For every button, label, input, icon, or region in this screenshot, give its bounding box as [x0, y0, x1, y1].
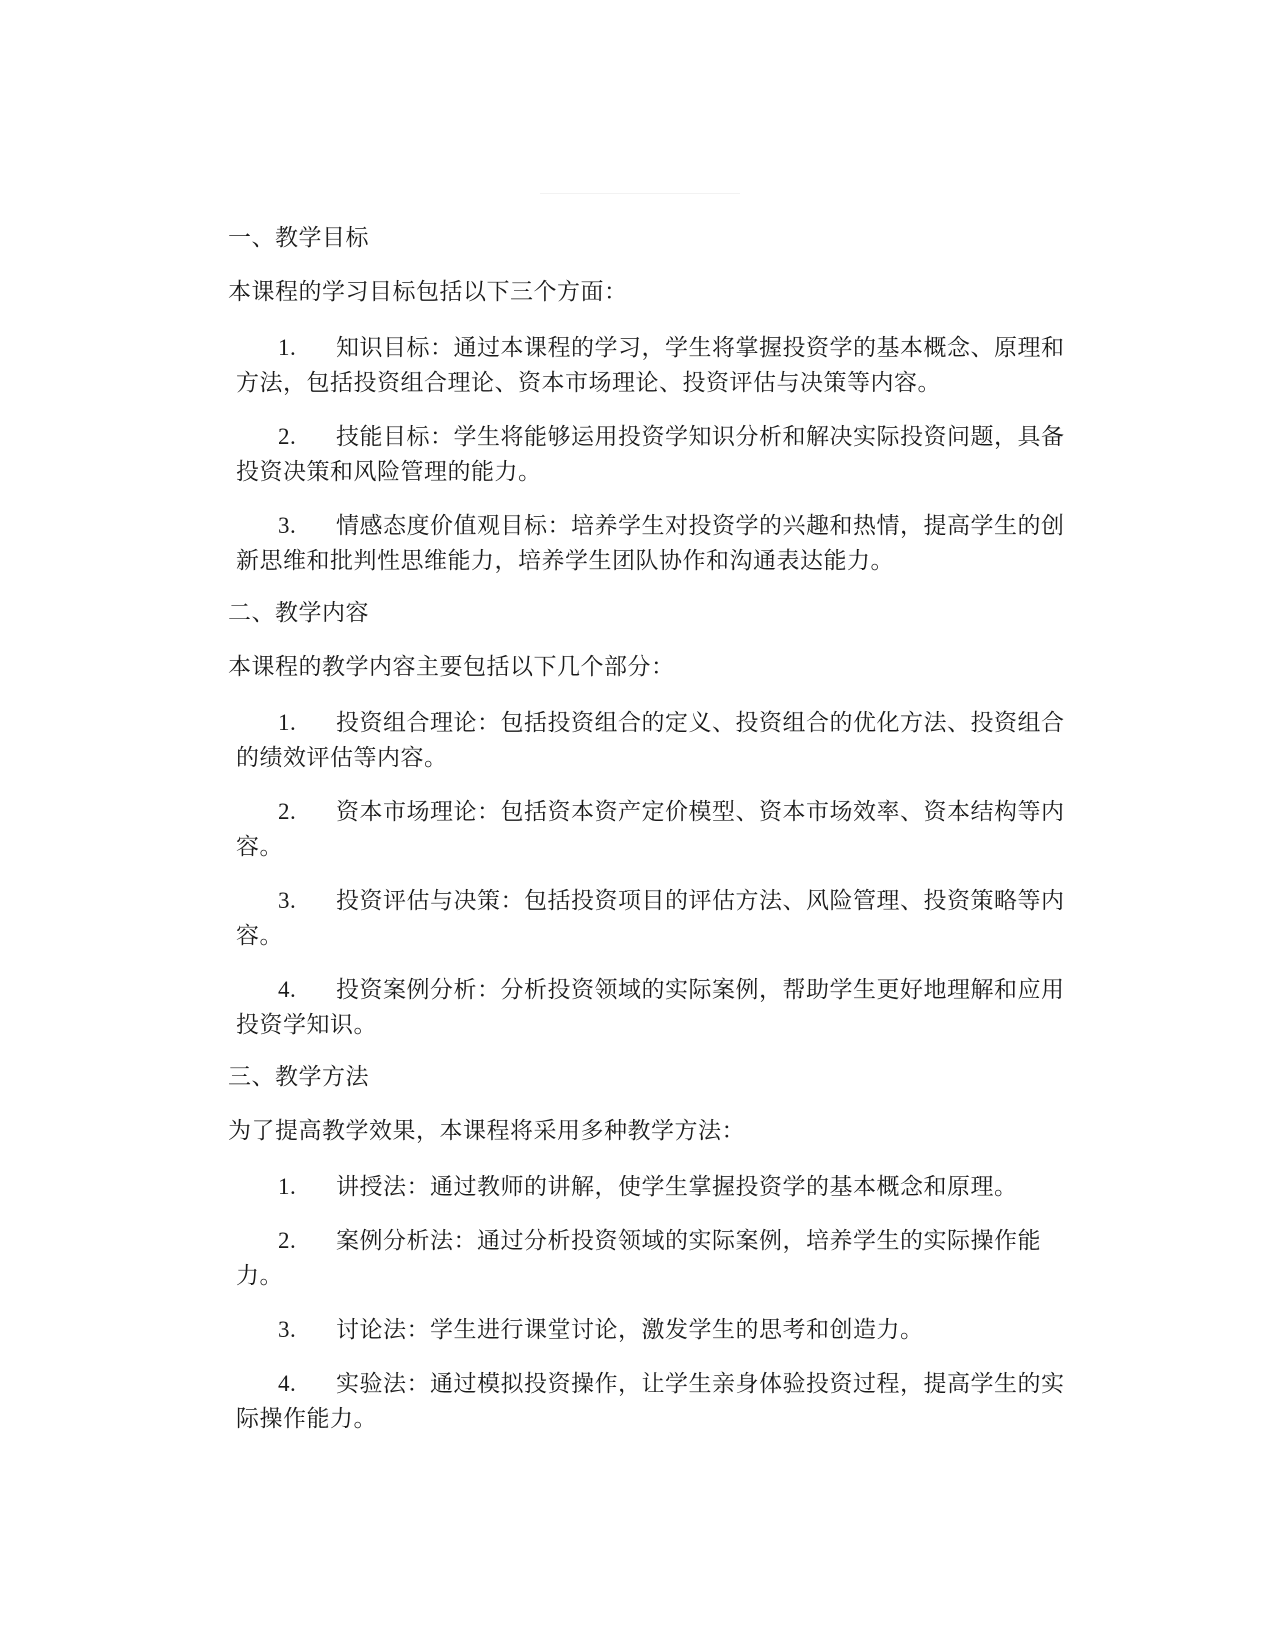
list-item-text: 投资组合理论：包括投资组合的定义、投资组合的优化方法、投资组合的绩效评估等内容。	[236, 710, 1065, 771]
list-item	[228, 1312, 1084, 1348]
list-item	[228, 1169, 1084, 1205]
document-body	[228, 222, 1084, 1455]
list-item	[228, 972, 1084, 1043]
list-item	[228, 508, 1084, 579]
list-item-text: 情感态度价值观目标：培养学生对投资学的兴趣和热情，提高学生的创新思维和批判性思维能力，培养学生团队协作和沟通表达能力。	[236, 513, 1065, 574]
section-teaching-content	[228, 597, 1084, 1043]
list-item-number: 1.	[278, 335, 297, 360]
list-item	[228, 1366, 1084, 1437]
list-item	[228, 794, 1084, 865]
list-item-text: 投资评估与决策：包括投资项目的评估方法、风险管理、投资策略等内容。	[236, 888, 1065, 949]
list-item-text: 投资案例分析：分析投资领域的实际案例，帮助学生更好地理解和应用投资学知识。	[236, 977, 1065, 1038]
list-item-text: 资本市场理论：包括资本资产定价模型、资本市场效率、资本结构等内容。	[236, 799, 1065, 860]
section-intro: 本课程的教学内容主要包括以下几个部分：	[228, 654, 675, 680]
list-item-number: 3.	[278, 513, 297, 538]
list-item-text: 技能目标：学生将能够运用投资学知识分析和解决实际投资问题，具备投资决策和风险管理的能力。	[236, 424, 1065, 485]
section-heading: 二、教学内容	[228, 600, 369, 626]
content-list	[228, 705, 1084, 1043]
list-item-text: 讲授法：通过教师的讲解，使学生掌握投资学的基本概念和原理。	[336, 1174, 1018, 1200]
section-heading: 三、教学方法	[228, 1064, 369, 1090]
section-teaching-methods	[228, 1061, 1084, 1437]
methods-list	[228, 1169, 1084, 1437]
list-item-number: 3.	[278, 1317, 297, 1342]
section-teaching-goals	[228, 222, 1084, 579]
list-item-number: 4.	[278, 977, 297, 1002]
list-item	[228, 419, 1084, 490]
list-item-number: 1.	[278, 1174, 297, 1199]
section-intro: 为了提高教学效果，本课程将采用多种教学方法：	[228, 1118, 745, 1144]
section-intro: 本课程的学习目标包括以下三个方面：	[228, 279, 628, 305]
list-item	[228, 705, 1084, 776]
list-item	[228, 1223, 1084, 1294]
list-item-text: 案例分析法：通过分析投资领域的实际案例，培养学生的实际操作能力。	[236, 1228, 1041, 1289]
goals-list	[228, 330, 1084, 579]
section-heading: 一、教学目标	[228, 225, 369, 251]
list-item-number: 1.	[278, 710, 297, 735]
list-item-number: 4.	[278, 1371, 297, 1396]
header-divider	[540, 193, 740, 194]
list-item-number: 3.	[278, 888, 297, 913]
list-item-text: 实验法：通过模拟投资操作，让学生亲身体验投资过程，提高学生的实际操作能力。	[236, 1371, 1065, 1432]
list-item	[228, 883, 1084, 954]
list-item-number: 2.	[278, 1228, 297, 1253]
list-item-text: 讨论法：学生进行课堂讨论，激发学生的思考和创造力。	[336, 1317, 924, 1343]
list-item-number: 2.	[278, 799, 297, 824]
list-item-text: 知识目标：通过本课程的学习，学生将掌握投资学的基本概念、原理和方法，包括投资组合理论、资本市场理论、投资评估与决策等内容。	[236, 335, 1065, 396]
list-item	[228, 330, 1084, 401]
list-item-number: 2.	[278, 424, 297, 449]
